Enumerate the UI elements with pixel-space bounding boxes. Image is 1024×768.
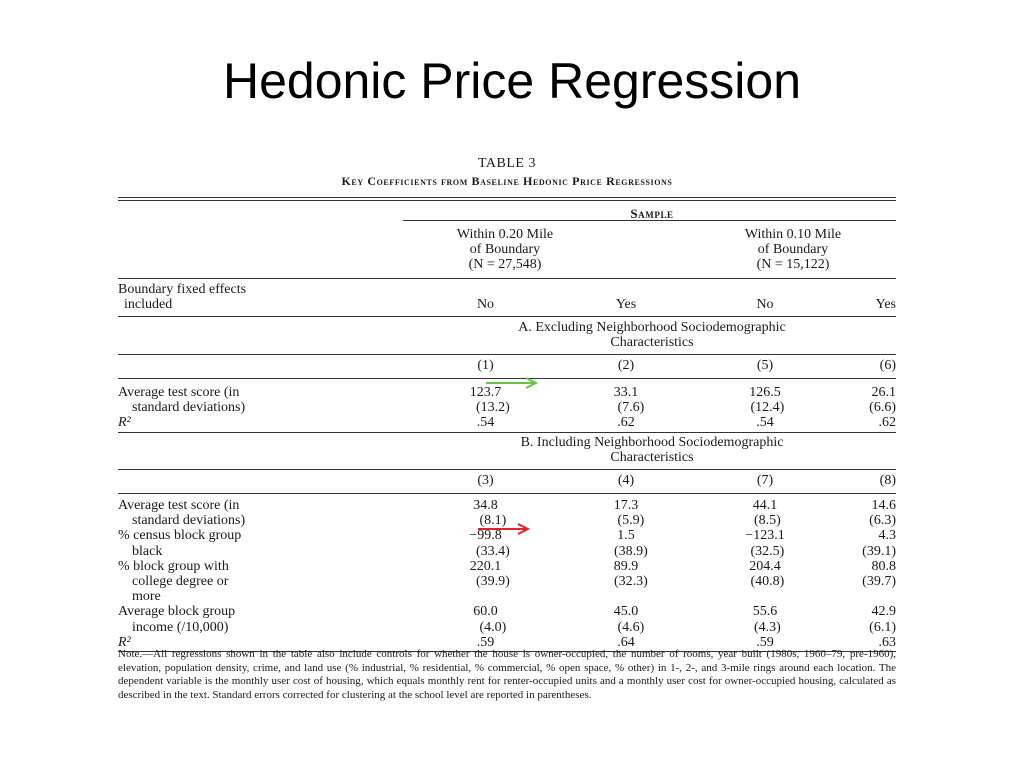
fe-label-1: Boundary fixed effects	[118, 282, 247, 297]
table-cell: .62	[878, 415, 896, 430]
table-cell: (4.0)	[479, 619, 507, 635]
panel-b-col-headers	[118, 473, 896, 489]
table-cell: (38.9)	[613, 543, 648, 559]
table-cell: (6.6)	[869, 400, 896, 415]
fe-value: Yes	[875, 297, 896, 312]
row-label: Average test score (in	[118, 498, 240, 513]
table-cell: (32.5)	[750, 543, 785, 559]
rule-panelB-body	[118, 493, 896, 494]
table-note	[118, 648, 896, 702]
table-cell: 44.1	[752, 498, 778, 513]
row-label: Average test score (in	[118, 385, 240, 400]
rule-panelB-cols	[118, 469, 896, 470]
sample-1-line-3: (N = 27,548)	[468, 257, 542, 272]
table-cell: 42.9	[871, 604, 896, 620]
table-cell: (6.1)	[869, 619, 896, 635]
panel-b-title-1: B. Including Neighborhood Sociodemographic	[520, 435, 784, 450]
col-header: (4)	[617, 473, 635, 488]
table-cell: 204.4	[749, 558, 781, 574]
table-row	[118, 574, 896, 589]
col-header: (3)	[477, 473, 494, 488]
row-label: black	[132, 543, 163, 559]
table-cell: 80.8	[871, 558, 896, 574]
row-label: Average block group	[118, 604, 236, 620]
row-label: standard deviations)	[132, 400, 246, 415]
row-label: standard deviations)	[132, 513, 246, 529]
table-cell: 45.0	[613, 604, 639, 620]
col-header: (8)	[879, 473, 896, 488]
row-label: college degree or	[132, 574, 229, 590]
col-header: (6)	[879, 358, 896, 373]
sample-rule	[403, 220, 896, 221]
table-cell: 14.6	[871, 498, 896, 513]
table-cell	[842, 589, 896, 604]
table-cell: 126.5	[749, 385, 781, 400]
panel-b-title-2: Characteristics	[610, 450, 694, 465]
row-label: % census block group	[118, 528, 242, 544]
table-cell: −99.8	[469, 528, 502, 544]
col-header: (1)	[477, 358, 494, 373]
table-cell: (40.8)	[750, 574, 785, 590]
row-label: R²	[118, 415, 131, 430]
table-cell	[417, 589, 569, 604]
table-row	[118, 544, 896, 559]
top-rule	[118, 197, 896, 198]
panel-a-col-headers	[118, 358, 896, 374]
table-cell: .59	[476, 634, 495, 650]
table-cell: 33.1	[613, 385, 639, 400]
panel-a-title-1: A. Excluding Neighborhood Sociodemographic	[518, 320, 786, 335]
table-cell: (12.4)	[750, 400, 785, 415]
panel-a-title-2: Characteristics	[610, 335, 694, 350]
row-label: more	[132, 589, 161, 605]
sample-2-line-3: (N = 15,122)	[756, 257, 830, 272]
table-cell: 55.6	[752, 604, 778, 620]
panel-a-body	[118, 385, 896, 430]
table-cell: 60.0	[473, 604, 498, 620]
fe-value: No	[476, 297, 495, 312]
table-row	[118, 415, 896, 430]
row-label: R²	[118, 634, 131, 650]
table-row	[118, 620, 896, 635]
table-cell: (39.1)	[862, 543, 896, 559]
table-cell: .63	[878, 634, 896, 650]
table-cell: (5.9)	[617, 513, 645, 529]
table-cell: .59	[756, 634, 774, 650]
table-cell: (8.1)	[479, 513, 507, 529]
table-cell: 17.3	[613, 498, 639, 513]
fe-label-2: included	[124, 297, 173, 312]
table-cell: 123.7	[469, 385, 502, 400]
red-arrow-icon	[476, 521, 536, 537]
table-cell: (33.4)	[475, 543, 510, 559]
sample-header: Sample	[630, 206, 674, 221]
table-cell: (32.3)	[613, 574, 648, 590]
table-cell: (13.2)	[475, 400, 510, 415]
fe-value: Yes	[615, 297, 637, 312]
table-subcaption: Key Coefficients from Baseline Hedonic Price Regressions	[341, 174, 673, 188]
table-cell: .54	[476, 415, 495, 430]
col-header: (7)	[756, 473, 774, 488]
table-cell: (4.3)	[753, 619, 781, 635]
sample-1-line-1: Within 0.20 Mile	[456, 227, 554, 242]
slide-title: Hedonic Price Regression	[222, 53, 802, 109]
sample-2-header	[696, 227, 890, 272]
table-row	[118, 604, 896, 619]
table-row	[118, 559, 896, 574]
table-row	[118, 589, 896, 604]
row-label: % block group with	[118, 558, 229, 574]
rule-fe	[118, 278, 896, 279]
table-cell: 89.9	[613, 558, 639, 574]
table-cell	[569, 589, 693, 604]
green-arrow-icon	[484, 375, 544, 391]
table-row	[118, 400, 896, 415]
fe-label	[118, 282, 408, 312]
table-cell: 34.8	[473, 498, 498, 513]
table-cell: −123.1	[745, 528, 785, 544]
col-header: (2)	[617, 358, 635, 373]
col-header: (5)	[756, 358, 774, 373]
row-label: income (/10,000)	[132, 619, 229, 635]
table-cell: .62	[617, 415, 635, 430]
sample-2-line-1: Within 0.10 Mile	[744, 227, 842, 242]
table-cell: (7.6)	[617, 400, 645, 415]
regression-table	[118, 156, 896, 652]
table-cell: 4.3	[878, 528, 896, 544]
table-cell: (39.9)	[475, 574, 510, 590]
rule-panelA-cols	[118, 354, 896, 355]
sample-2-line-2: of Boundary	[757, 242, 829, 257]
table-cell	[693, 589, 842, 604]
table-cell: (6.3)	[869, 513, 896, 529]
fe-value: No	[756, 297, 774, 312]
panel-a-title	[408, 320, 896, 350]
table-caption: TABLE 3	[478, 156, 536, 171]
table-cell: (8.5)	[753, 513, 781, 529]
sample-1-header	[408, 227, 602, 272]
table-cell: .54	[756, 415, 774, 430]
table-cell: 220.1	[469, 558, 502, 574]
table-cell: (39.7)	[862, 574, 896, 590]
table-cell: 1.5	[617, 528, 635, 544]
panel-b-title	[408, 435, 896, 465]
table-cell: 26.1	[871, 385, 896, 400]
sample-1-line-2: of Boundary	[469, 242, 541, 257]
table-cell: .64	[617, 634, 635, 650]
note-text: Note.—All regressions shown in the table also include controls for whether the house is owner-occupied, the number of rooms, year built (1980s, 1960–79, pre-1960), elevation, population density, crime, and land use (% industrial, % residential, % commercial, % open space, % other) in 1-, 2-, and 3-mile rings around each location. The dependent variable is the monthly user cost of housing, which equals monthly rent for renter-occupied units and a monthly user cost for owner-occupied housing, calculated as described in the text. Standard errors corrected for clustering at the school level are reported in parentheses.	[118, 648, 896, 701]
rule-panelA	[118, 316, 896, 317]
rule-panelB	[118, 432, 896, 433]
table-cell: (4.6)	[617, 619, 645, 635]
table-row	[118, 498, 896, 513]
